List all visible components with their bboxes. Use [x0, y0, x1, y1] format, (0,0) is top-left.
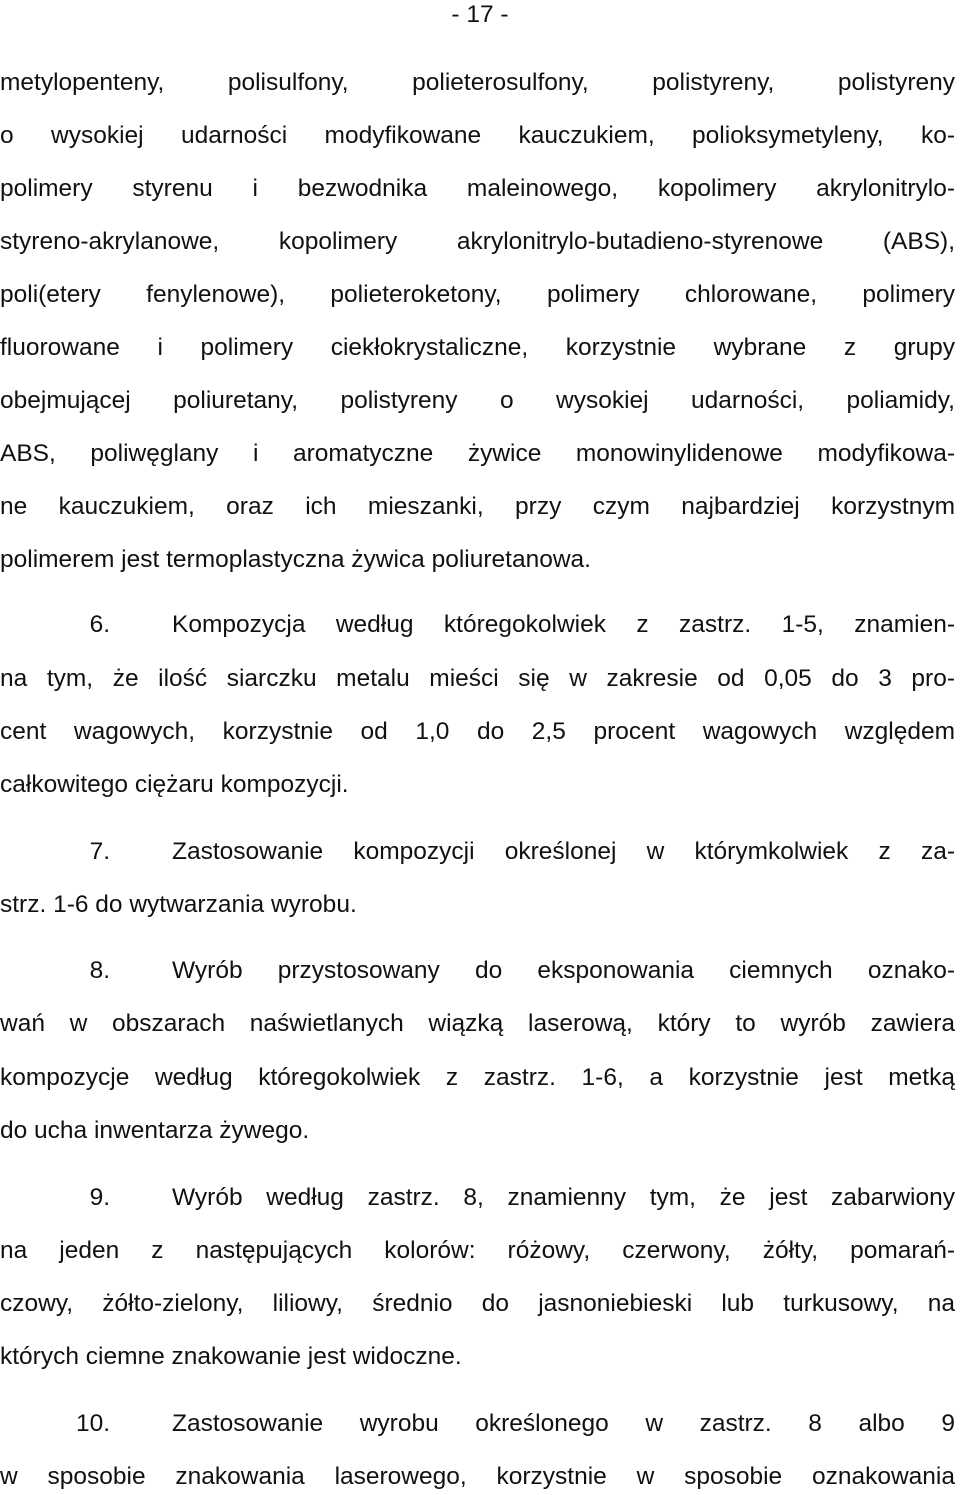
- text-line: obejmującej poliuretany, polistyreny o wysokiej udarności, poliamidy,: [0, 387, 955, 414]
- claim-first-line: Zastosowanie kompozycji określonej w którymkolwiek z za-: [172, 838, 955, 865]
- text-line: polimery styrenu i bezwodnika maleinowego, kopolimery akrylonitrylo-: [0, 175, 955, 202]
- page-number: - 17 -: [451, 1, 509, 28]
- text-line: poli(etery fenylenowe), polieteroketony, polimery chlorowane, polimery: [0, 281, 955, 308]
- text-line: cent wagowych, korzystnie od 1,0 do 2,5 procent wagowych względem: [0, 718, 955, 745]
- text-line: w sposobie znakowania laserowego, korzystnie w sposobie oznakowania: [0, 1463, 955, 1490]
- text-line: styreno-akrylanowe, kopolimery akrylonitrylo-butadieno-styrenowe (ABS),: [0, 228, 955, 255]
- text-line: wań w obszarach naświetlanych wiązką laserową, który to wyrób zawiera: [0, 1010, 955, 1037]
- text-line: na tym, że ilość siarczku metalu mieści się w zakresie od 0,05 do 3 pro-: [0, 665, 955, 692]
- claim-number: 9.: [89, 1184, 110, 1211]
- text-line: na jeden z następujących kolorów: różowy, czerwony, żółty, pomarań-: [0, 1237, 955, 1264]
- claim-number: 7.: [89, 838, 110, 865]
- text-line: czowy, żółto-zielony, liliowy, średnio do jasnoniebieski lub turkusowy, na: [0, 1290, 955, 1317]
- text-line: całkowitego ciężaru kompozycji.: [0, 771, 349, 798]
- claim-number: 10.: [75, 1410, 110, 1437]
- text-line: strz. 1-6 do wytwarzania wyrobu.: [0, 891, 357, 918]
- claim-first-line: Zastosowanie wyrobu określonego w zastrz. 8 albo 9: [172, 1410, 955, 1437]
- text-line: polimerem jest termoplastyczna żywica poliuretanowa.: [0, 546, 591, 573]
- text-line: do ucha inwentarza żywego.: [0, 1117, 310, 1144]
- text-line: o wysokiej udarności modyfikowane kauczukiem, polioksymetyleny, ko-: [0, 122, 955, 149]
- claim-number: 8.: [89, 957, 110, 984]
- text-line: których ciemne znakowanie jest widoczne.: [0, 1343, 462, 1370]
- text-line: metylopenteny, polisulfony, polieterosulfony, polistyreny, polistyreny: [0, 69, 955, 96]
- text-line: ne kauczukiem, oraz ich mieszanki, przy czym najbardziej korzystnym: [0, 493, 955, 520]
- claim-number: 6.: [89, 611, 110, 638]
- text-line: ABS, poliwęglany i aromatyczne żywice monowinylidenowe modyfikowa-: [0, 440, 955, 467]
- text-line: kompozycje według któregokolwiek z zastrz. 1-6, a korzystnie jest metką: [0, 1064, 955, 1091]
- claim-first-line: Wyrób przystosowany do eksponowania ciemnych oznako-: [172, 957, 955, 984]
- claim-first-line: Wyrób według zastrz. 8, znamienny tym, że jest zabarwiony: [172, 1184, 955, 1211]
- claim-first-line: Kompozycja według któregokolwiek z zastrz. 1-5, znamien-: [172, 611, 955, 638]
- text-line: fluorowane i polimery ciekłokrystaliczne, korzystnie wybrane z grupy: [0, 334, 955, 361]
